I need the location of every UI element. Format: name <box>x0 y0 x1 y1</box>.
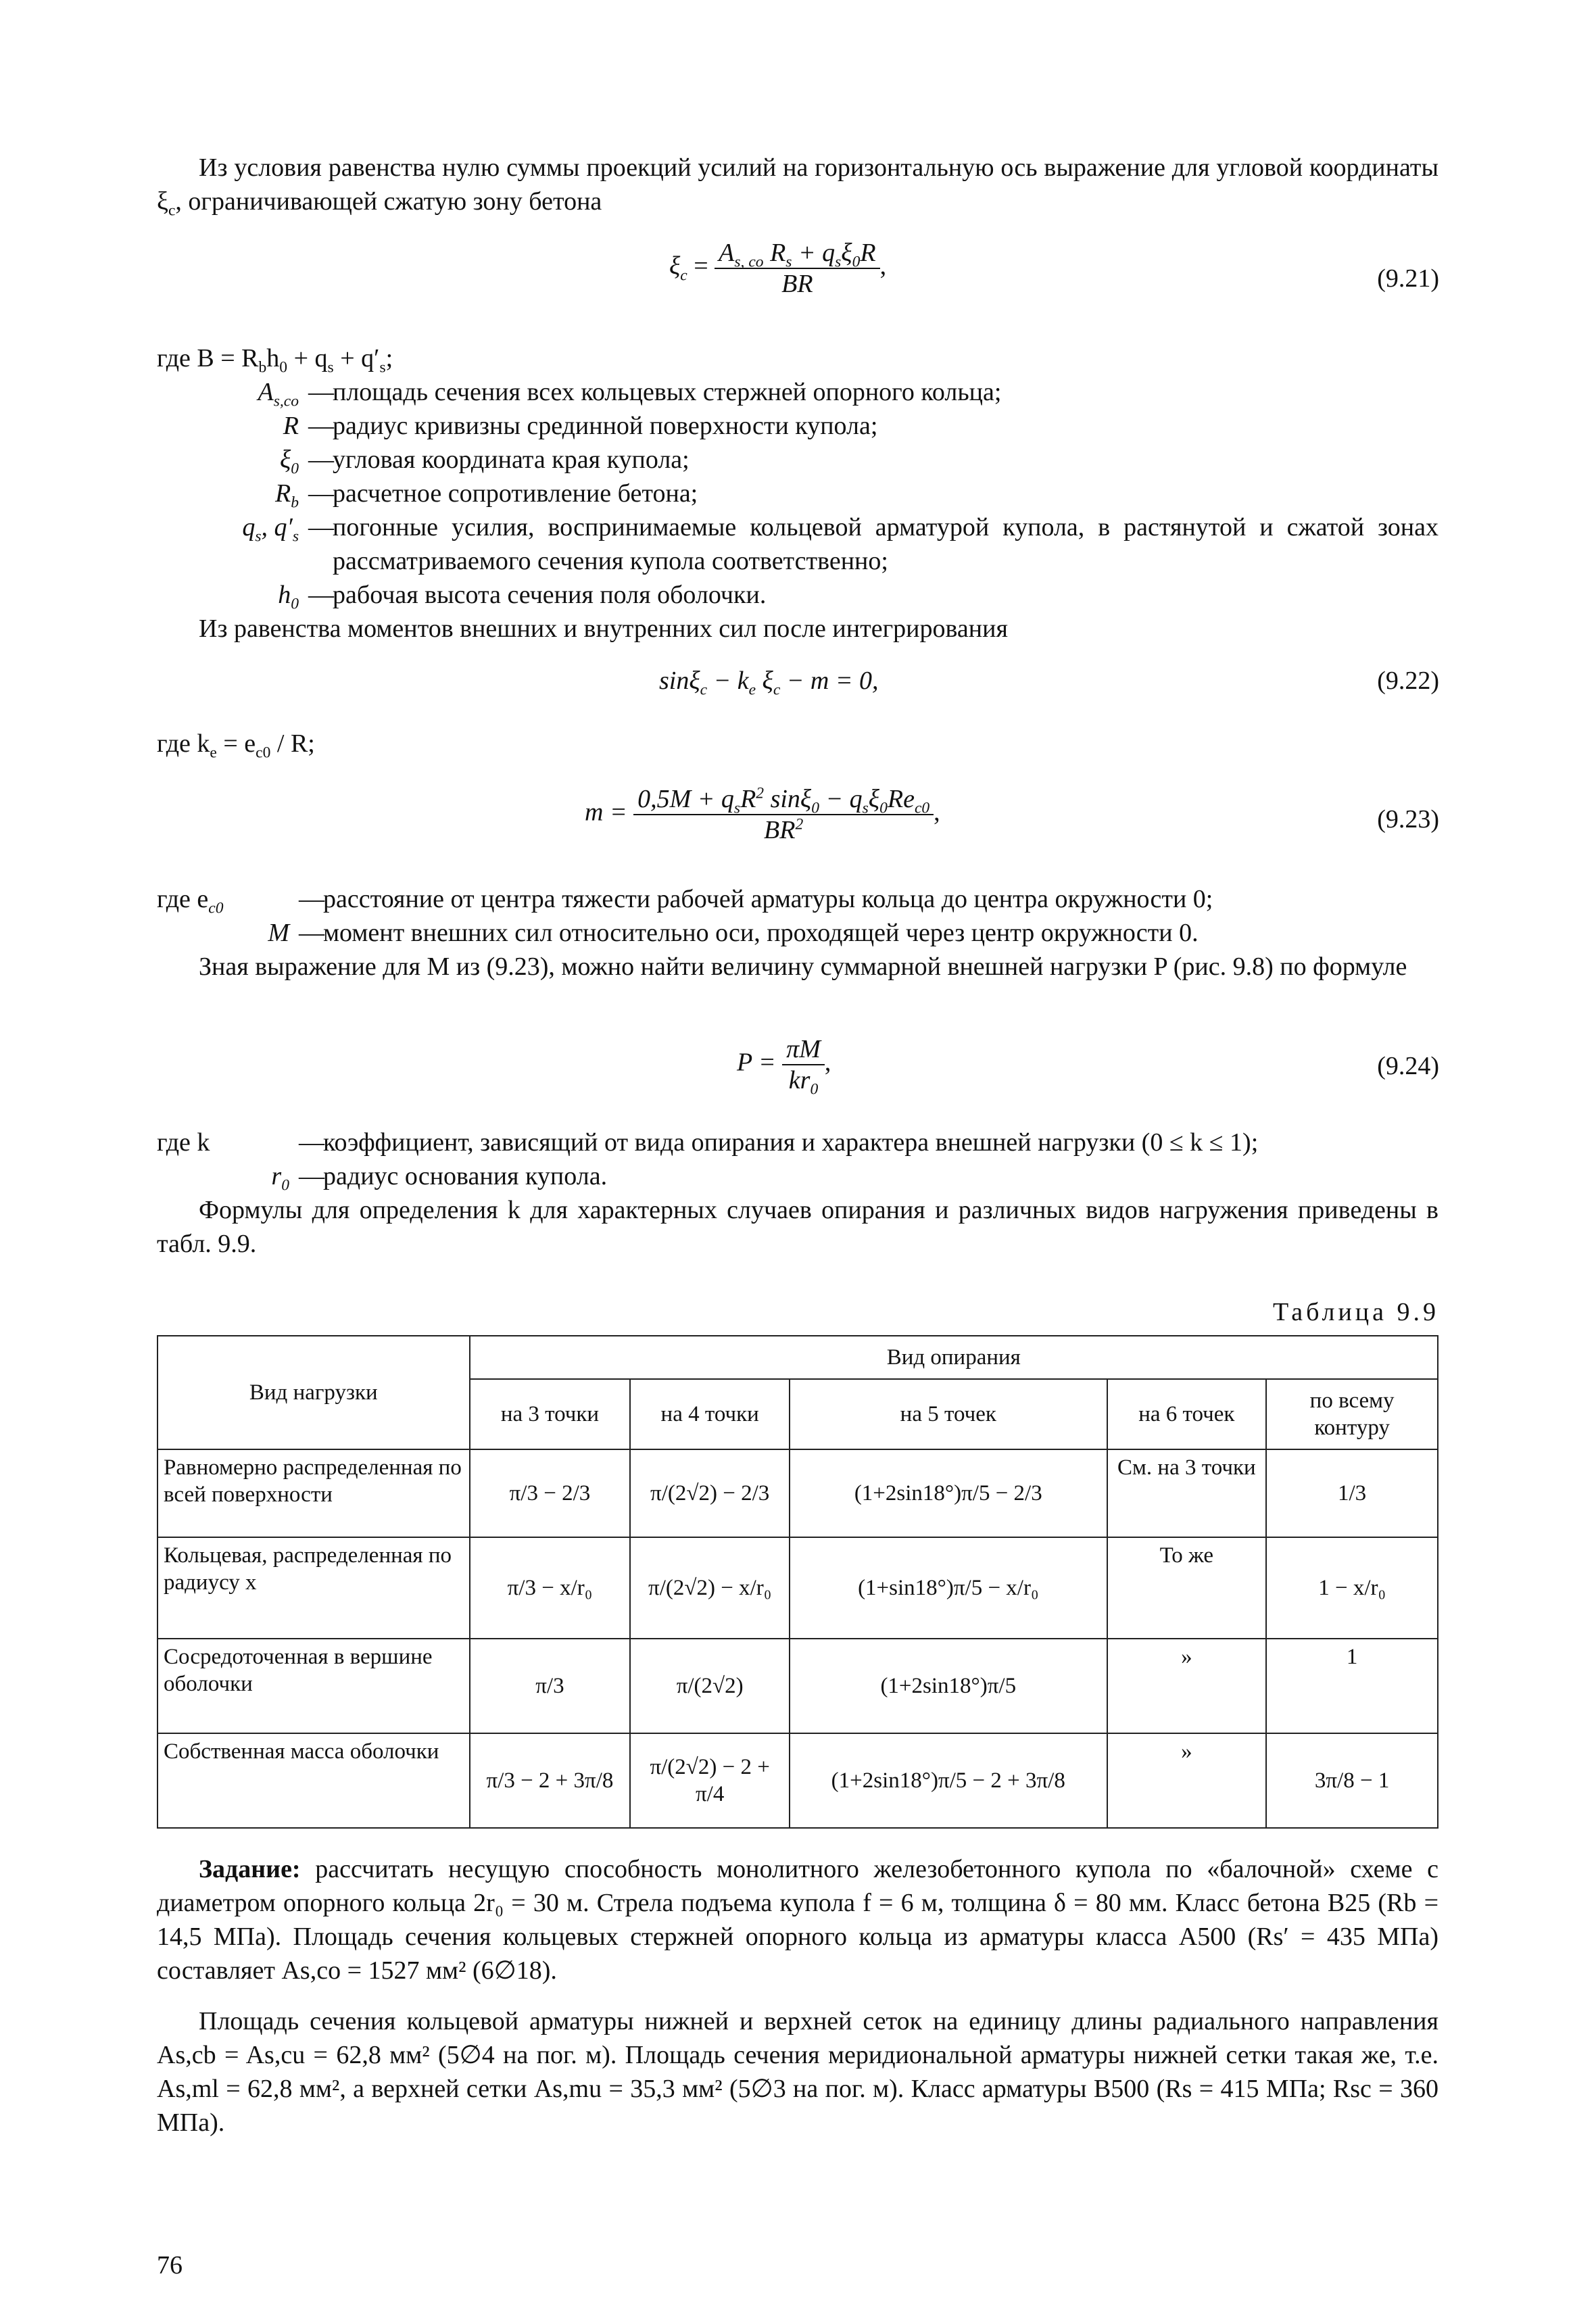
table-row <box>158 1639 1438 1733</box>
definition-row: где $e_{c0}$ — расстояние от центра тяжести рабочей арматуры кольца до центра окружности 0; <box>157 885 1213 917</box>
header-col: по всему контуру <box>1266 1379 1438 1449</box>
formula-cell: π/(2√2) − 2 + π/4 <box>630 1733 790 1828</box>
row-label: Сосредоточенная в вершине оболочки <box>158 1639 470 1733</box>
formula-cell: π/3 <box>470 1639 631 1733</box>
formula-cell: » <box>1107 1733 1267 1828</box>
definitions-list-3 <box>157 1126 1438 1193</box>
formula-cell: » <box>1107 1639 1267 1733</box>
task-paragraph: Задание: рассчитать несущую способность монолитного железобетонного купола по «балочной» схеме с диаметром опорного кольца 2r₀ = 30 м. Стрела подъема купола f = 6 м, толщина δ = 80 мм. Класс бетона B25 (Rb = 14,5 МПа). Площадь сечения кольцевых стержней опорного кольца из арматуры класса А500 (Rs′ = 435 МПа) составляет As,co = 1527 мм² (6∅18). <box>157 1855 1438 1985</box>
row-label: Кольцевая, распределенная по радиусу x <box>158 1537 470 1639</box>
equation-number-9-22: (9.22) <box>1377 667 1439 695</box>
moments-paragraph: Из равенства моментов внешних и внутренних сил после интегрирования <box>199 614 1008 643</box>
equation-9-22: $\sin\xi_c - k_e$ $\xi_c - m = 0$, <box>659 667 879 699</box>
definition-row: $\xi_0$ — угловая координата края купола; <box>279 445 690 478</box>
where-b-line: где $B = R_bh_0 + q_s + q'_s$; <box>157 344 393 377</box>
definition-row: R — радиус кривизны срединной поверхности купола; <box>283 412 878 440</box>
formula-cell: (1+2sin18°)π/5 − 2/3 <box>790 1449 1107 1537</box>
formula-cell: 1 <box>1266 1639 1438 1733</box>
definition-row: где k — коэффициент, зависящий от вида опирания и характера внешней нагрузки (0 ≤ k ≤ 1); <box>157 1128 1259 1157</box>
formulas-paragraph: Формулы для определения k для характерных случаев опирания и различных видов нагружения приведены в табл. 9.9. <box>157 1196 1438 1258</box>
equation-9-24: P = $\frac{\pi M}{kr_0}$ , <box>737 1035 831 1099</box>
area-paragraph: Площадь сечения кольцевой арматуры нижней и верхней сеток на единицу длины радиального направления As,cb = As,cu = 62,8 мм² (5∅4 на пог. м). Площадь сечения меридиональной арматуры нижней сетки такая же, т.е. As,ml = 62,8 мм², а верхней сетки As,mu = 35,3 мм² (5∅3 на пог. м). Класс арматуры В500 (Rs = 415 МПа; Rsc = 360 МПа). <box>157 2007 1438 2137</box>
table-caption: Таблица 9.9 <box>1272 1298 1439 1326</box>
page-number: 76 <box>157 2251 183 2279</box>
equation-9-21: $\xi_c$ = $\frac{A_{s, co} R_s + q_s\xi_0R}{BR}$ , <box>669 239 887 298</box>
formula-cell: См. на 3 точки <box>1107 1449 1267 1537</box>
equation-number-9-23: (9.23) <box>1377 805 1439 834</box>
equation-number-9-24: (9.24) <box>1377 1052 1439 1080</box>
definition-row: $A_{s,co}$ — площадь сечения всех кольцевых стержней опорного кольца; <box>258 378 1002 410</box>
formula-cell: (1+sin18°)π/5 − x/r₀ <box>790 1537 1107 1639</box>
formula-cell: π/(2√2) <box>630 1639 790 1733</box>
table-9-9 <box>157 1335 1438 1829</box>
formula-cell: 1/3 <box>1266 1449 1438 1537</box>
definition-row: $q_s$, $q'_s$ — погонные усилия, воспринимаемые кольцевой арматурой купола, в растянутой и сжатой зонах рассматриваемого сечения купола соответственно; <box>242 513 1438 575</box>
knowing-paragraph: Зная выражение для M из (9.23), можно найти величину суммарной внешней нагрузки P (рис. 9.8) по формуле <box>199 952 1407 981</box>
intro-paragraph: Из условия равенства нулю суммы проекций усилий на горизонтальную ось выражение для угловой координаты $\xi_c$, ограничивающей сжатую зону бетона <box>157 153 1438 220</box>
header-col: на 4 точки <box>630 1379 790 1449</box>
table-row <box>158 1449 1438 1537</box>
header-col: на 5 точек <box>790 1379 1107 1449</box>
formula-cell: 3π/8 − 1 <box>1266 1733 1438 1828</box>
formula-cell: π/3 − 2 + 3π/8 <box>470 1733 631 1828</box>
equation-9-23: m = $\frac{0,5M + q_sR^2 \sin\xi_0 - q_s\xi_0Re_{c0}}{BR^2}$ , <box>585 784 940 844</box>
row-label: Собственная масса оболочки <box>158 1733 470 1828</box>
formula-cell: (1+2sin18°)π/5 <box>790 1639 1107 1733</box>
where-ke-line: где $k_e = e_{c0} / R$; <box>157 729 315 762</box>
equation-number-9-21: (9.21) <box>1377 264 1439 293</box>
table-header-row <box>158 1336 1438 1379</box>
definition-row: M — момент внешних сил относительно оси, проходящей через центр окружности 0. <box>268 919 1199 947</box>
table-row <box>158 1537 1438 1639</box>
formula-cell: 1 − x/r₀ <box>1266 1537 1438 1639</box>
header-col: на 3 точки <box>470 1379 631 1449</box>
definition-row: $R_b$ — расчетное сопротивление бетона; <box>275 479 698 512</box>
header-support-type: Вид опирания <box>470 1336 1438 1379</box>
formula-cell: π/(2√2) − x/r₀ <box>630 1537 790 1639</box>
formula-cell: То же <box>1107 1537 1267 1639</box>
definitions-list-1 <box>157 375 1438 612</box>
definitions-list-2 <box>157 882 1438 950</box>
task-label: Задание: <box>199 1855 301 1883</box>
definition-row: $h_0$ — рабочая высота сечения поля оболочки. <box>278 581 767 613</box>
header-load-type: Вид нагрузки <box>158 1336 470 1449</box>
formula-cell: π/3 − x/r₀ <box>470 1537 631 1639</box>
definition-row: $r_0$ — радиус основания купола. <box>271 1162 608 1195</box>
formula-cell: π/(2√2) − 2/3 <box>630 1449 790 1537</box>
table-row <box>158 1733 1438 1828</box>
formula-cell: (1+2sin18°)π/5 − 2 + 3π/8 <box>790 1733 1107 1828</box>
formula-cell: π/3 − 2/3 <box>470 1449 631 1537</box>
header-col: на 6 точек <box>1107 1379 1267 1449</box>
row-label: Равномерно распределенная по всей поверхности <box>158 1449 470 1537</box>
